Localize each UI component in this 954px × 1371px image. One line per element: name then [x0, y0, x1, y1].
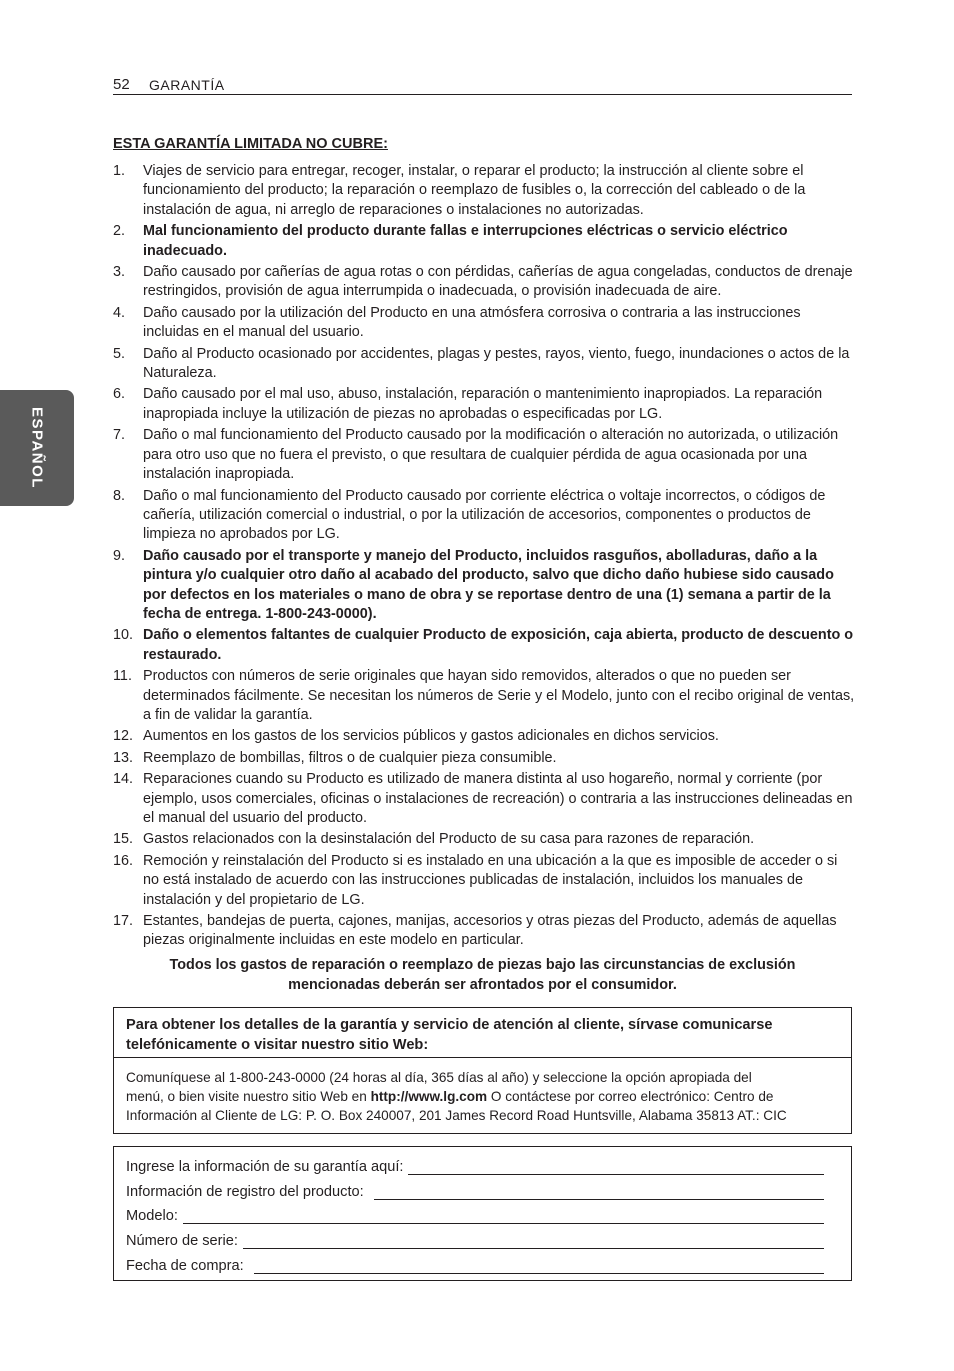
list-item [113, 162, 855, 220]
contact-line [126, 1087, 839, 1106]
page-number: 52 [113, 76, 130, 93]
list-item-number: 2. [113, 223, 126, 240]
model-row [126, 1204, 824, 1224]
list-item [113, 770, 855, 828]
language-tab [0, 390, 74, 506]
list-item [113, 487, 855, 545]
list-item [113, 263, 855, 302]
list-item-text: Daño o mal funcionamiento del Producto causado por corriente eléctrica o voltaje incorrectos, o códigos de cañería, utilización comercial o industrial, o por la utilización de accesorios, componentes o productos de limpieza no aprobados por LG. [143, 487, 826, 543]
list-item-text: Daño o elementos faltantes de cualquier Producto de exposición, caja abierta, producto de descuento o restaurado. [143, 627, 854, 663]
list-item-text: Productos con números de serie originales que hayan sido removidos, alterados o que no pueden ser determinados fácilmente. Se necesitan los números de Serie y el Modelo, junto con el recibo original de ventas, a fin de validar la garantía. [143, 668, 855, 723]
list-item-text: Daño o mal funcionamiento del Producto causado por la modificación o alteración no autorizada, o utilización para otro uso que no fuera el previsto, o que resultara de cualquier pérdida de agua ocasionada por una instalación inapropiada. [143, 427, 839, 483]
list-item-text: Gastos relacionados con la desinstalación del Producto de su casa para razones de reparación. [143, 831, 755, 848]
list-item-number: 16. [113, 852, 134, 869]
list-item [113, 626, 855, 665]
registration-label: Información de registro del producto: [126, 1184, 364, 1200]
exclusions-list [113, 162, 855, 953]
list-item-number: 3. [113, 264, 126, 281]
list-item [113, 426, 855, 484]
contact-line: Comuníquese al 1-800-243-0000 (24 horas al día, 365 días al año) y seleccione la opción apropiada del [126, 1070, 752, 1085]
warranty-info-row [126, 1155, 824, 1175]
list-item-number: 13. [113, 749, 134, 766]
exclusions-heading: ESTA GARANTÍA LIMITADA NO CUBRE: [113, 136, 388, 152]
serial-label: Número de serie: [126, 1233, 238, 1249]
list-item-number: 7. [113, 427, 126, 444]
list-item-text: Daño causado por el mal uso, abuso, instalación, reparación o mantenimiento inapropiados. La reparación inapropiada incluye la utilización de piezas no aprobadas o especificadas por LG. [143, 386, 823, 422]
contact-box [113, 1007, 852, 1134]
purchase-date-label: Fecha de compra: [126, 1258, 244, 1274]
list-item-number: 6. [113, 386, 126, 403]
language-tab-label: ESPAÑOL [28, 407, 46, 489]
list-item-text: Viajes de servicio para entregar, recoger, instalar, o reparar el producto; la instrucción al cliente sobre el funcionamiento del producto; la reparación o reemplazo de fusibles o, la corrección del cableado o de la instalación de agua, ni arreglo de reparaciones o instalaciones no autorizadas. [143, 163, 806, 218]
list-item [113, 727, 855, 746]
list-item [113, 385, 855, 424]
warranty-form [113, 1146, 852, 1281]
purchase-date-row [126, 1254, 824, 1274]
list-item [113, 749, 855, 768]
website-link[interactable]: http://www.lg.com [370, 1089, 488, 1104]
cost-note-line: Todos los gastos de reparación o reemplazo de piezas bajo las circunstancias de exclusión [169, 957, 796, 973]
purchase-date-line[interactable] [254, 1258, 824, 1274]
list-item [113, 912, 855, 951]
serial-line[interactable] [243, 1233, 824, 1249]
serial-row [126, 1229, 824, 1249]
list-item [113, 547, 855, 625]
list-item-number: 4. [113, 304, 126, 321]
warranty-info-line[interactable] [408, 1159, 824, 1175]
list-item-text: Reparaciones cuando su Producto es utilizado de manera distinta al uso hogareño, normal y corriente (por ejemplo, usos comerciales, oficinas o instalaciones de recreación) o contraria a las instrucciones delineadas en el manual del usuario del producto. [143, 771, 853, 826]
list-item-number: 1. [113, 163, 126, 179]
list-item-number: 9. [113, 547, 126, 564]
list-item-number: 5. [113, 345, 126, 362]
list-item-text: Mal funcionamiento del producto durante fallas e interrupciones eléctricas o servicio eléctrico inadecuado. [143, 223, 788, 259]
list-item-text: Daño causado por la utilización del Producto en una atmósfera corrosiva o contraria a las instrucciones incluidas en el manual del usuario. [143, 304, 801, 341]
list-item [113, 830, 855, 849]
cost-note-line: mencionadas deberán ser afrontados por el consumidor. [288, 976, 677, 993]
warranty-info-label: Ingrese la información de su garantía aquí: [126, 1159, 404, 1175]
list-item [113, 852, 855, 910]
list-item-number: 12. [113, 728, 134, 745]
model-line[interactable] [183, 1208, 824, 1224]
list-item-text: Reemplazo de bombillas, filtros o de cualquier pieza consumible. [143, 749, 557, 766]
list-item-text: Remoción y reinstalación del Producto si es instalado en una ubicación a la que es imposible de acceder o si no está instalado de acuerdo con las instrucciones publicadas de instalación, incluidos los manuales de instalación y del propietario de LG. [143, 852, 838, 908]
list-item [113, 345, 855, 384]
list-item-number: 8. [113, 487, 126, 504]
model-label: Modelo: [126, 1208, 178, 1224]
list-item [113, 222, 855, 261]
cost-note [113, 956, 852, 995]
list-item-number: 11. [113, 668, 132, 685]
contact-box-body [114, 1058, 851, 1125]
list-item-number: 14. [113, 771, 134, 788]
contact-text: menú, o bien visite nuestro sitio Web en [126, 1089, 371, 1104]
list-item-number: 10. [113, 627, 134, 644]
contact-line: Información al Cliente de LG: P. O. Box 240007, 201 James Record Road Huntsville, Alabama 35813 AT.: CIC [126, 1108, 787, 1123]
contact-text: O contáctese por correo electrónico: Centro de [487, 1089, 774, 1104]
section-title: GARANTÍA [149, 77, 225, 93]
registration-row [126, 1180, 824, 1200]
contact-box-title: Para obtener los detalles de la garantía y servicio de atención al cliente, sírvase comunicarse telefónicamente o visitar nuestro sitio Web: [114, 1008, 851, 1058]
list-item-text: Aumentos en los gastos de los servicios públicos y gastos adicionales en dichos servicios. [143, 728, 719, 745]
page-header [113, 74, 852, 95]
list-item-text: Daño al Producto ocasionado por accidentes, plagas y pestes, rayos, viento, fuego, inundaciones o actos de la Naturaleza. [143, 345, 850, 382]
list-item-text: Daño causado por el transporte y manejo del Producto, incluidos rasguños, abolladuras, daño a la pintura y/o cualquier otro daño al acabado del producto, salvo que dicho daño hubiese sido causado por defectos en los materiales o mano de obra y se reportase dentro de una (1) semana a partir de la fecha de entrega. 1-800-243-0000). [143, 547, 834, 622]
registration-line[interactable] [374, 1184, 824, 1200]
list-item [113, 304, 855, 343]
list-item-number: 17. [113, 913, 134, 930]
list-item-text: Estantes, bandejas de puerta, cajones, manijas, accesorios y otras piezas del Producto, además de aquellas piezas originalmente incluidas en este modelo en particular. [143, 913, 837, 949]
list-item-number: 15. [113, 831, 134, 848]
list-item [113, 667, 855, 725]
list-item-text: Daño causado por cañerías de agua rotas o con pérdidas, cañerías de agua congeladas, conductos de drenaje restringidos, provisión de agua interrumpida o inadecuada, o provisión inadecuada de aire. [143, 264, 853, 300]
